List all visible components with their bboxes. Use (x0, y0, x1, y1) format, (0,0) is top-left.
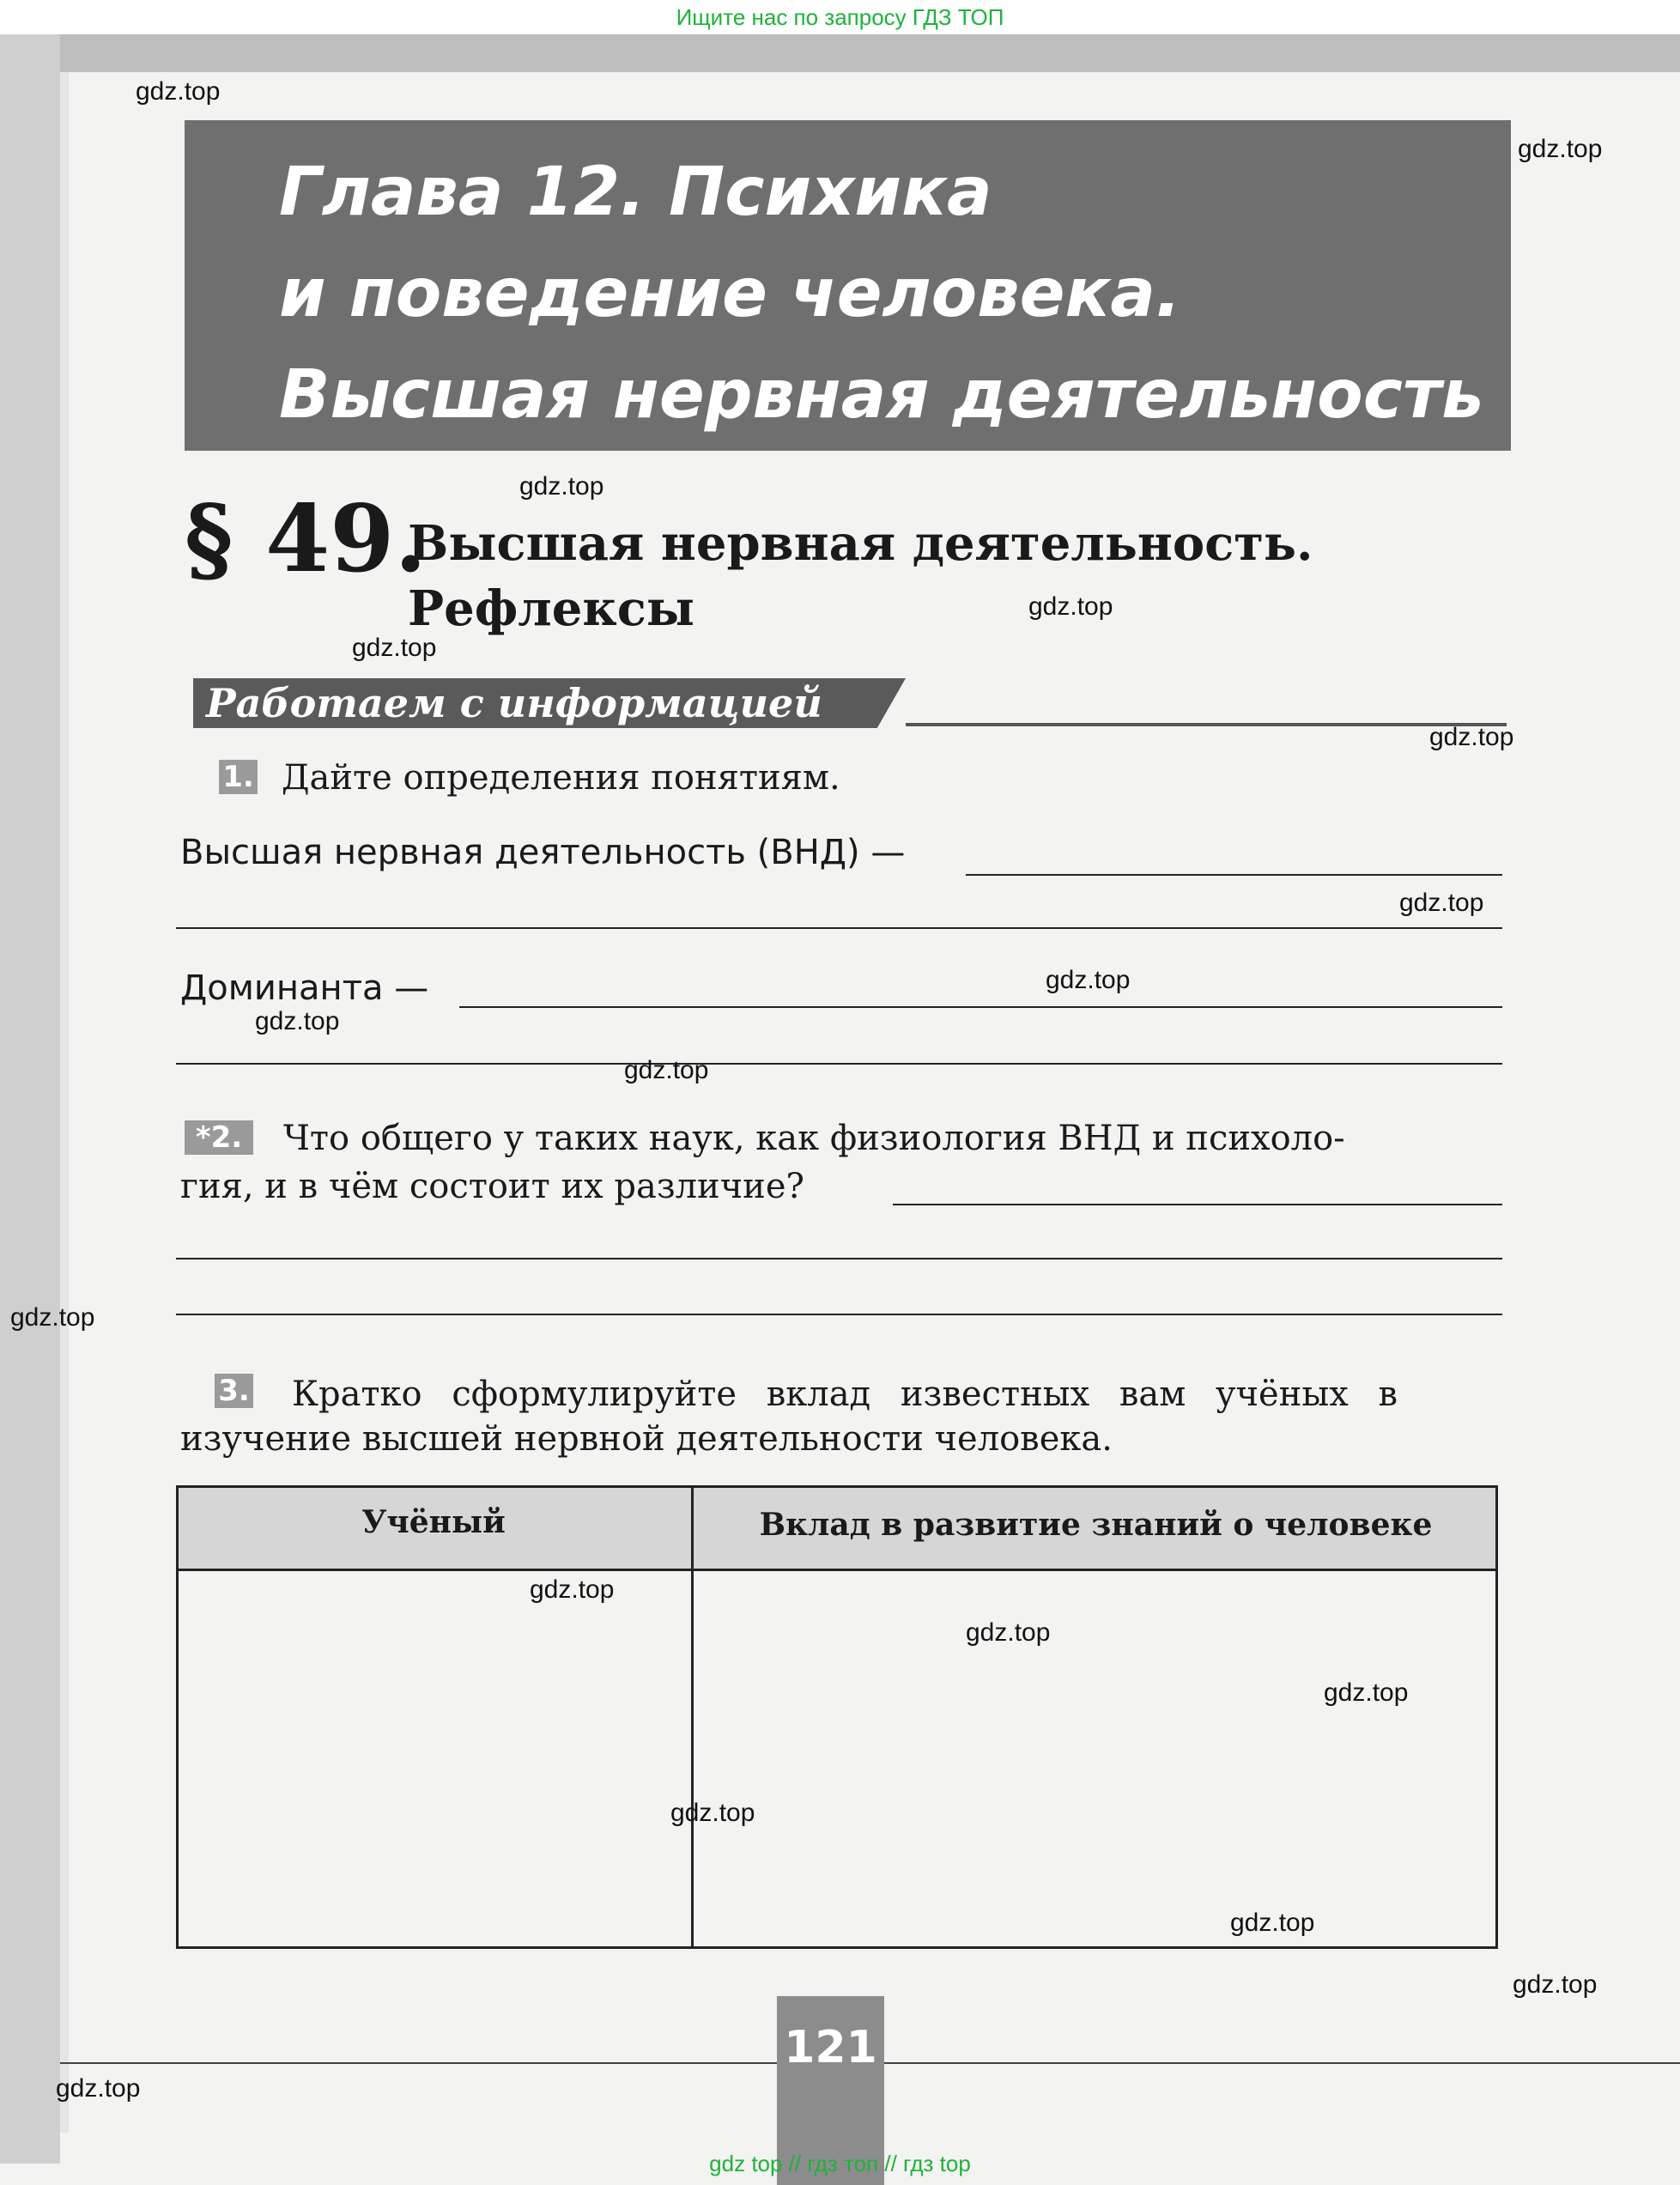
page-edge-inner (60, 72, 69, 2133)
answer-line[interactable] (459, 1006, 1502, 1008)
answer-line[interactable] (176, 1258, 1502, 1259)
task-number-2: *2. (185, 1120, 253, 1155)
watermark: gdz.top (255, 1007, 340, 1035)
watermark: gdz.top (670, 1799, 755, 1827)
watermark: gdz.top (352, 634, 437, 662)
answer-line[interactable] (176, 1314, 1502, 1315)
term-vnd: Высшая нервная деятельность (ВНД) — (180, 833, 906, 872)
watermark: gdz.top (1028, 592, 1113, 621)
chapter-title-line1: Глава 12. Психика (279, 154, 992, 231)
watermark: gdz.top (1513, 1970, 1598, 1999)
answer-line[interactable] (893, 1204, 1502, 1205)
term-dominanta: Доминанта — (180, 968, 429, 1008)
watermark: gdz.top (136, 77, 221, 106)
chapter-title-line3: Высшая нервная деятельность (279, 356, 1484, 434)
task-number-3: 3. (215, 1374, 253, 1408)
task-text-1: Дайте определения понятиям. (282, 758, 840, 798)
watermark: gdz.top (56, 2074, 141, 2103)
page-number: 121 (784, 2022, 877, 2073)
watermark: gdz.top (1230, 1909, 1315, 1937)
bottom-links[interactable]: gdz top // гдз топ // гдз top (709, 2151, 971, 2176)
task-text-3-line1: Кратко сформулируйте вклад известных вам учёных в (292, 1375, 1398, 1414)
task-text-3-line2: изучение высшей нервной деятельности человека. (180, 1419, 1113, 1459)
page-edge (0, 34, 60, 2164)
chapter-title-line2: и поведение человека. (279, 255, 1181, 332)
paragraph-title (408, 511, 1524, 641)
watermark: gdz.top (1518, 135, 1603, 163)
table-header-scientist: Учёный (361, 1504, 506, 1540)
section-label: Работаем с информацией (206, 680, 822, 726)
chapter-title (279, 142, 1498, 446)
decorative-strip (60, 34, 1680, 72)
watermark: gdz.top (519, 472, 604, 501)
watermark: gdz.top (1399, 889, 1484, 917)
watermark: gdz.top (10, 1303, 95, 1332)
task-text-2-line1: Что общего у таких наук, как физиология ВНД и психоло- (283, 1119, 1345, 1158)
watermark: gdz.top (530, 1575, 615, 1604)
watermark: gdz.top (1046, 966, 1131, 994)
answer-line[interactable] (176, 1063, 1502, 1065)
table-header-contribution: Вклад в развитие знаний о человеке (759, 1507, 1433, 1543)
answer-line[interactable] (176, 927, 1502, 929)
paragraph-title-line2: Рефлексы (408, 580, 695, 637)
watermark: gdz.top (966, 1618, 1051, 1647)
top-banner[interactable]: Ищите нас по запросу ГДЗ ТОП (0, 0, 1680, 34)
watermark: gdz.top (1324, 1678, 1409, 1707)
table-cell-contribution[interactable] (694, 1571, 1495, 1946)
table-cell-scientist[interactable] (179, 1571, 691, 1946)
answer-line[interactable] (966, 874, 1502, 876)
section-rule (906, 723, 1507, 726)
paragraph-number: § 49. (185, 485, 427, 593)
watermark: gdz.top (624, 1056, 709, 1084)
task-number-1: 1. (219, 760, 258, 794)
paragraph-title-line1: Высшая нервная деятельность. (408, 515, 1313, 572)
watermark: gdz.top (1429, 723, 1514, 751)
task-text-2-line2: гия, и в чём состоит их различие? (180, 1167, 804, 1206)
